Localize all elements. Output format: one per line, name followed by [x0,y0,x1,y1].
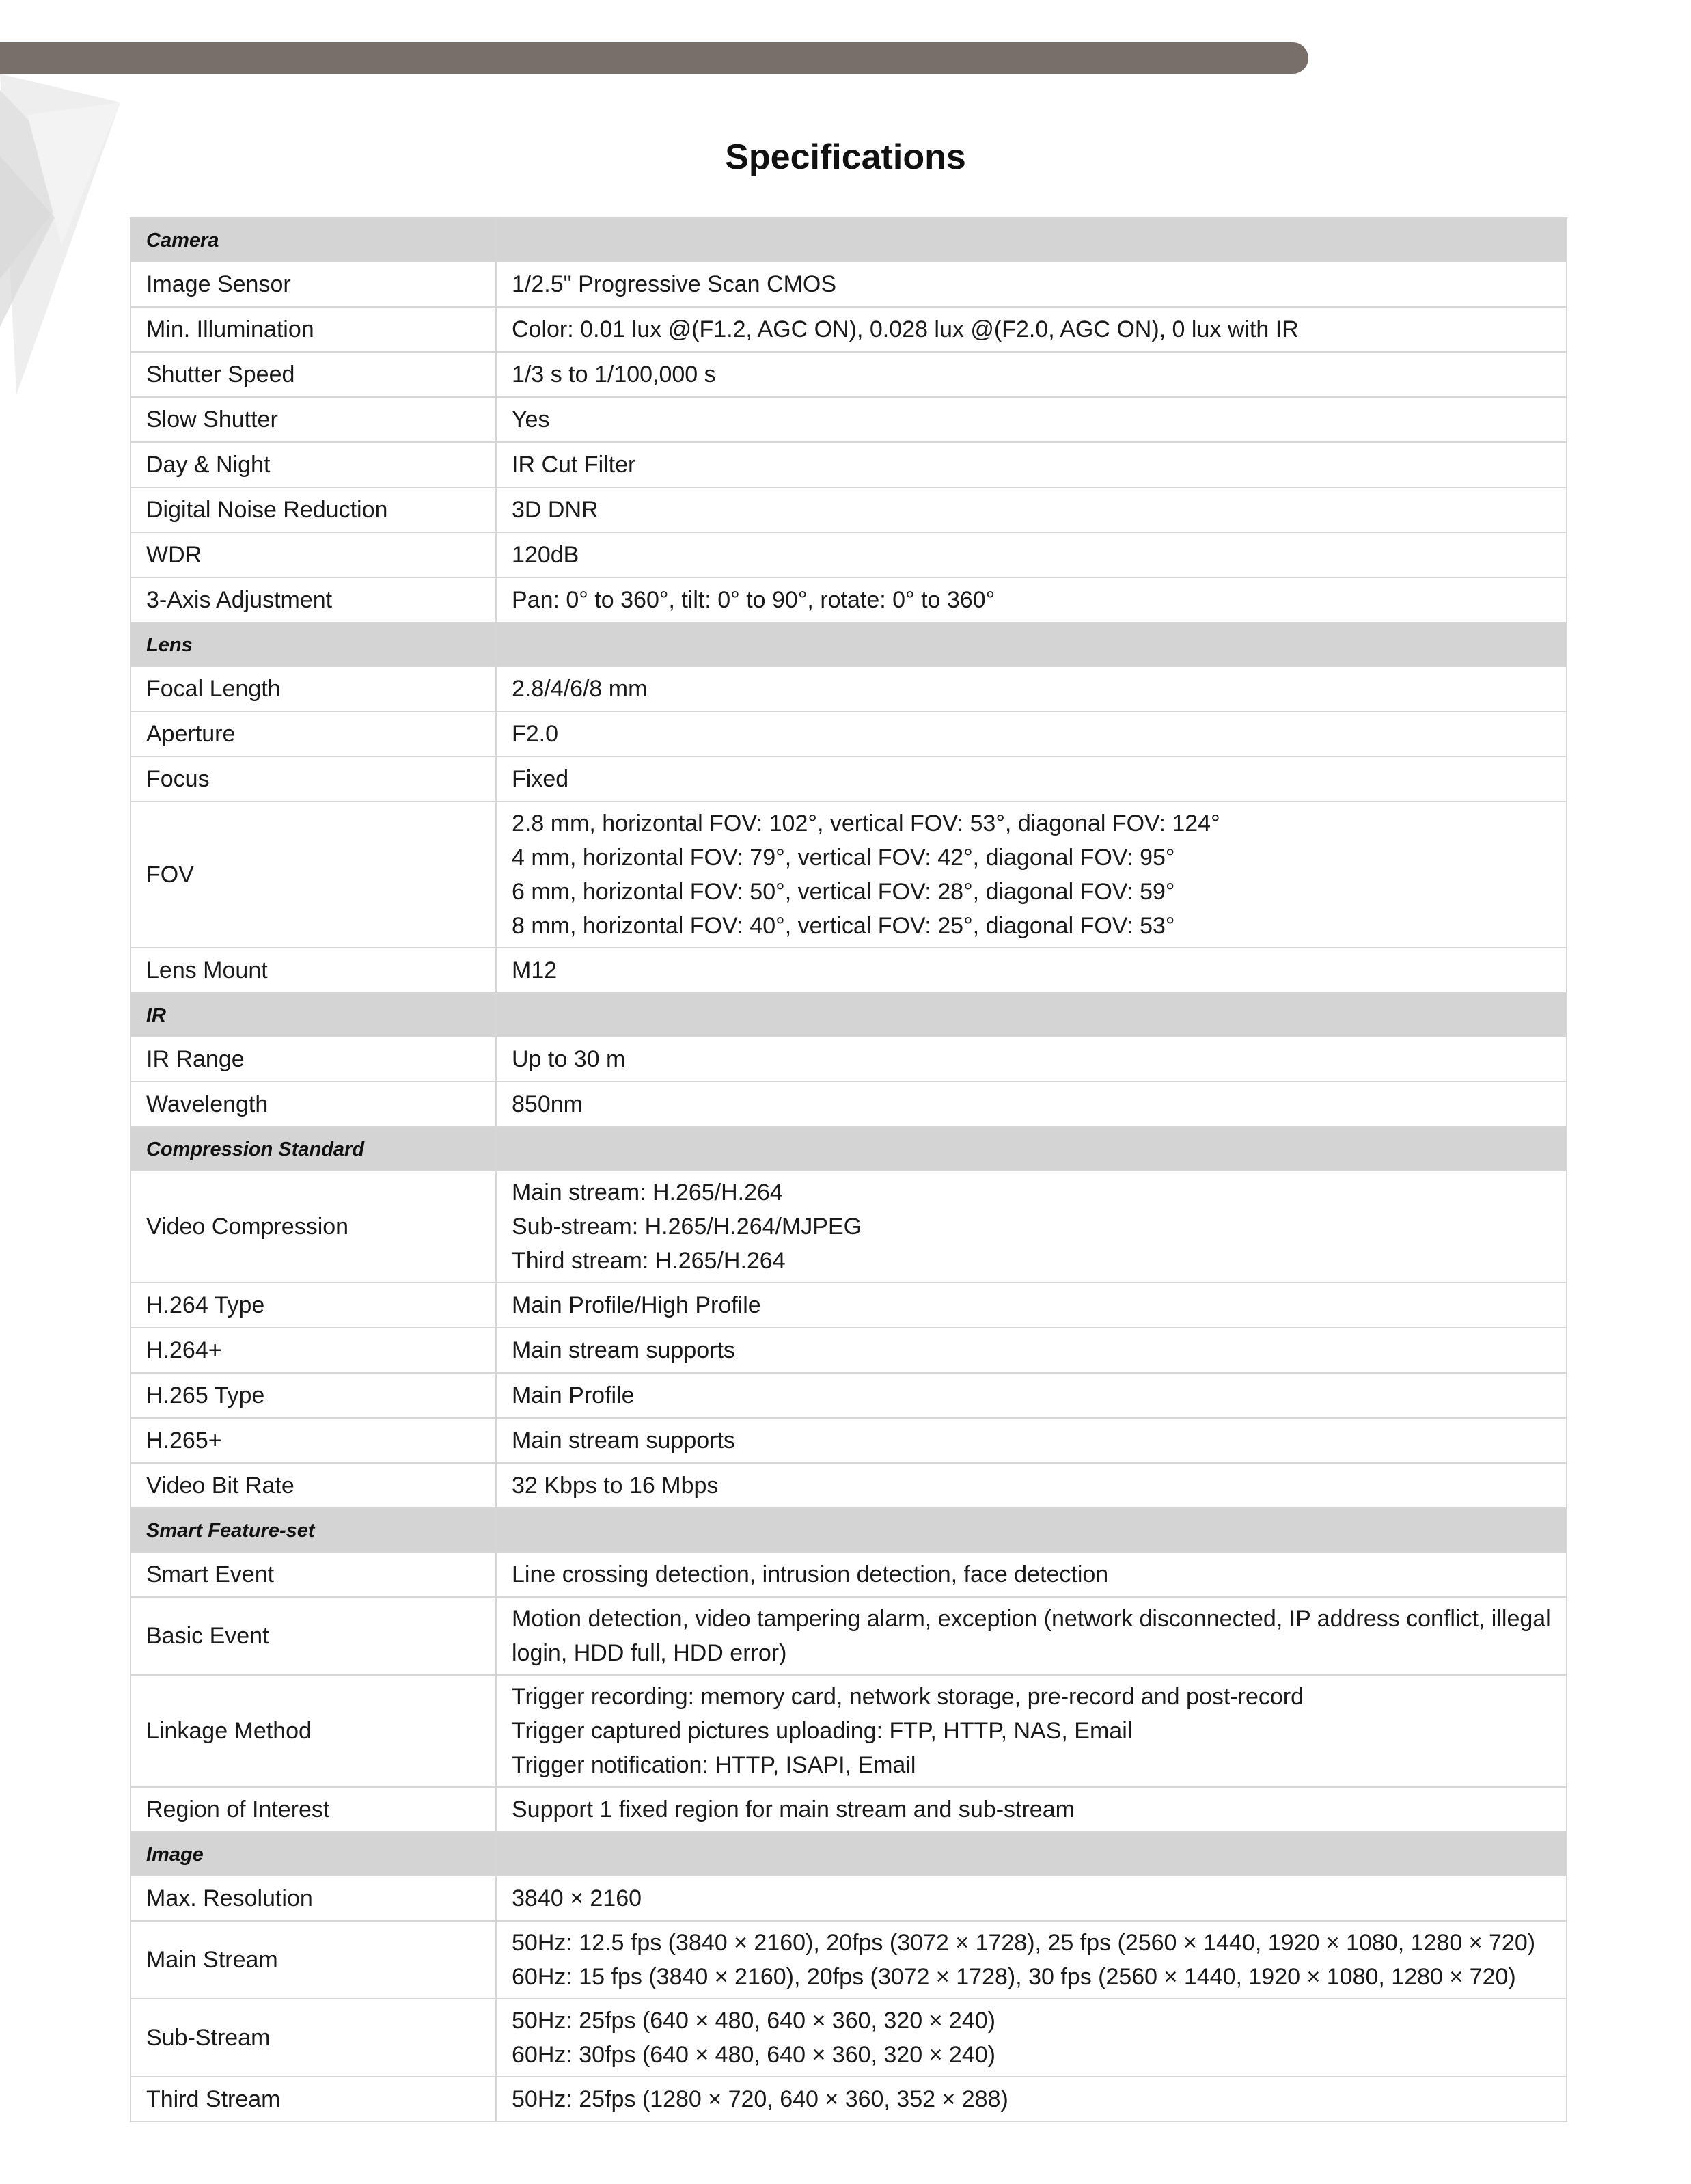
spec-value-line: M12 [512,957,558,983]
spec-value-line: Support 1 fixed region for main stream and sub-stream [512,1797,1075,1823]
section-header [130,993,1567,1037]
spec-row [130,1787,1567,1832]
section-header [130,623,1567,666]
spec-value-line: 50Hz: 25fps (640 × 480, 640 × 360, 320 × 240) [512,2008,995,2034]
spec-value [496,442,1567,487]
spec-value-line: Trigger recording: memory card, network storage, pre-record and post-record [512,1684,1304,1710]
spec-value [496,666,1567,711]
spec-value-line: IR Cut Filter [512,452,636,478]
spec-label: H.264 Type [130,1283,496,1328]
spec-label: Video Compression [130,1171,496,1283]
section-header-blank [496,218,1567,262]
spec-value [496,711,1567,756]
spec-label: Digital Noise Reduction [130,487,496,532]
spec-value-line: 3D DNR [512,497,599,523]
section-header [130,218,1567,262]
spec-label: WDR [130,532,496,577]
spec-label: Wavelength [130,1082,496,1127]
spec-value [496,756,1567,802]
section-title: IR [130,993,496,1037]
section-header [130,1127,1567,1171]
spec-row [130,666,1567,711]
spec-row [130,756,1567,802]
spec-row [130,1328,1567,1373]
spec-value [496,1921,1567,1999]
spec-row [130,2077,1567,2122]
spec-value [496,1283,1567,1328]
spec-row [130,352,1567,397]
spec-row [130,1418,1567,1463]
spec-value [496,577,1567,623]
spec-value-line: Main Profile/High Profile [512,1292,761,1318]
spec-value [496,1418,1567,1463]
spec-label: H.265+ [130,1418,496,1463]
spec-row [130,1037,1567,1082]
spec-row [130,1283,1567,1328]
spec-value [496,1876,1567,1921]
spec-value-line: Up to 30 m [512,1046,626,1072]
section-title: Lens [130,623,496,666]
spec-value-line: Third stream: H.265/H.264 [512,1248,786,1274]
spec-row [130,1552,1567,1597]
spec-value-line: 50Hz: 12.5 fps (3840 × 2160), 20fps (3072 × 1728), 25 fps (2560 × 1440, 1920 × 1080, 1280 × 720) [512,1930,1536,1956]
section-header [130,1832,1567,1876]
spec-label: Aperture [130,711,496,756]
spec-value [496,1787,1567,1832]
spec-label: Sub-Stream [130,1999,496,2077]
spec-value-line: Trigger notification: HTTP, ISAPI, Email [512,1752,916,1778]
spec-row [130,1082,1567,1127]
spec-row [130,948,1567,993]
spec-value-line: 1/3 s to 1/100,000 s [512,361,716,387]
spec-row [130,442,1567,487]
spec-value-line: Main stream supports [512,1337,735,1363]
spec-row [130,1597,1567,1675]
spec-value-line: 60Hz: 15 fps (3840 × 2160), 20fps (3072 × 1728), 30 fps (2560 × 1440, 1920 × 1080, 1280 × 720) [512,1964,1516,1990]
spec-row [130,397,1567,442]
spec-row [130,307,1567,352]
spec-label: Lens Mount [130,948,496,993]
spec-value-line: 2.8/4/6/8 mm [512,676,648,702]
spec-value-line: F2.0 [512,721,559,747]
spec-value-line: 50Hz: 25fps (1280 × 720, 640 × 360, 352 × 288) [512,2086,1008,2112]
spec-value [496,1171,1567,1283]
spec-label: Min. Illumination [130,307,496,352]
spec-label: FOV [130,802,496,948]
specifications-table [130,217,1567,2122]
spec-label: Shutter Speed [130,352,496,397]
spec-row [130,1921,1567,1999]
spec-value [496,1328,1567,1373]
spec-label: Region of Interest [130,1787,496,1832]
spec-label: Video Bit Rate [130,1463,496,1508]
section-title: Smart Feature-set [130,1508,496,1552]
spec-value [496,1082,1567,1127]
spec-value-line: 3840 × 2160 [512,1885,642,1911]
spec-label: Day & Night [130,442,496,487]
spec-label: Basic Event [130,1597,496,1675]
spec-value [496,948,1567,993]
spec-row [130,1675,1567,1787]
spec-value-line: Color: 0.01 lux @(F1.2, AGC ON), 0.028 lux @(F2.0, AGC ON), 0 lux with IR [512,316,1299,342]
spec-label: IR Range [130,1037,496,1082]
spec-value-line: Yes [512,407,550,433]
spec-value [496,1373,1567,1418]
spec-value [496,1999,1567,2077]
spec-row [130,1171,1567,1283]
section-header-blank [496,623,1567,666]
spec-label: Focus [130,756,496,802]
section-header-blank [496,1832,1567,1876]
spec-label: H.265 Type [130,1373,496,1418]
section-title: Image [130,1832,496,1876]
spec-row [130,711,1567,756]
spec-value [496,1463,1567,1508]
spec-label: Main Stream [130,1921,496,1999]
spec-value-line: Fixed [512,766,569,792]
spec-value [496,532,1567,577]
spec-row [130,262,1567,307]
spec-row [130,532,1567,577]
page-title: Specifications [725,137,966,177]
spec-value-line: 1/2.5" Progressive Scan CMOS [512,271,837,297]
spec-value-line: Sub-stream: H.265/H.264/MJPEG [512,1214,862,1240]
spec-value-line: Pan: 0° to 360°, tilt: 0° to 90°, rotate: 0° to 360° [512,587,995,613]
decorative-triangles [0,74,130,409]
spec-value [496,1675,1567,1787]
spec-row [130,1876,1567,1921]
spec-label: Linkage Method [130,1675,496,1787]
spec-label: Image Sensor [130,262,496,307]
spec-value [496,262,1567,307]
spec-value-line: 2.8 mm, horizontal FOV: 102°, vertical FOV: 53°, diagonal FOV: 124° [512,810,1220,836]
spec-value [496,802,1567,948]
spec-value [496,307,1567,352]
spec-value [496,1597,1567,1675]
spec-value [496,487,1567,532]
spec-label: Slow Shutter [130,397,496,442]
spec-value-line: 32 Kbps to 16 Mbps [512,1473,719,1499]
spec-value-line: 120dB [512,542,579,568]
section-title: Camera [130,218,496,262]
spec-row [130,1999,1567,2077]
section-title: Compression Standard [130,1127,496,1171]
spec-label: Smart Event [130,1552,496,1597]
spec-label: Max. Resolution [130,1876,496,1921]
section-header-blank [496,993,1567,1037]
spec-value-line: 6 mm, horizontal FOV: 50°, vertical FOV: 28°, diagonal FOV: 59° [512,879,1175,905]
spec-value-line: Motion detection, video tampering alarm, exception (network disconnected, IP address conflict, illegal login, HDD full, HDD error) [512,1606,1551,1666]
spec-row [130,487,1567,532]
spec-value-line: Line crossing detection, intrusion detection, face detection [512,1561,1109,1587]
spec-value-line: Main stream: H.265/H.264 [512,1179,783,1205]
spec-value [496,1552,1567,1597]
spec-value [496,2077,1567,2122]
spec-value-line: Main stream supports [512,1428,735,1453]
spec-row [130,1373,1567,1418]
section-header [130,1508,1567,1552]
spec-value [496,397,1567,442]
spec-value [496,1037,1567,1082]
spec-value-line: 4 mm, horizontal FOV: 79°, vertical FOV: 42°, diagonal FOV: 95° [512,845,1175,871]
header-bar [0,42,1308,74]
spec-label: Focal Length [130,666,496,711]
spec-value-line: Trigger captured pictures uploading: FTP, HTTP, NAS, Email [512,1718,1133,1744]
spec-row [130,1463,1567,1508]
spec-value [496,352,1567,397]
spec-label: 3-Axis Adjustment [130,577,496,623]
spec-value-line: 850nm [512,1091,583,1117]
spec-value-line: 8 mm, horizontal FOV: 40°, vertical FOV: 25°, diagonal FOV: 53° [512,913,1175,939]
spec-label: Third Stream [130,2077,496,2122]
section-header-blank [496,1127,1567,1171]
spec-row [130,802,1567,948]
spec-value-line: Main Profile [512,1382,635,1408]
spec-row [130,577,1567,623]
spec-label: H.264+ [130,1328,496,1373]
spec-value-line: 60Hz: 30fps (640 × 480, 640 × 360, 320 × 240) [512,2042,995,2068]
section-header-blank [496,1508,1567,1552]
